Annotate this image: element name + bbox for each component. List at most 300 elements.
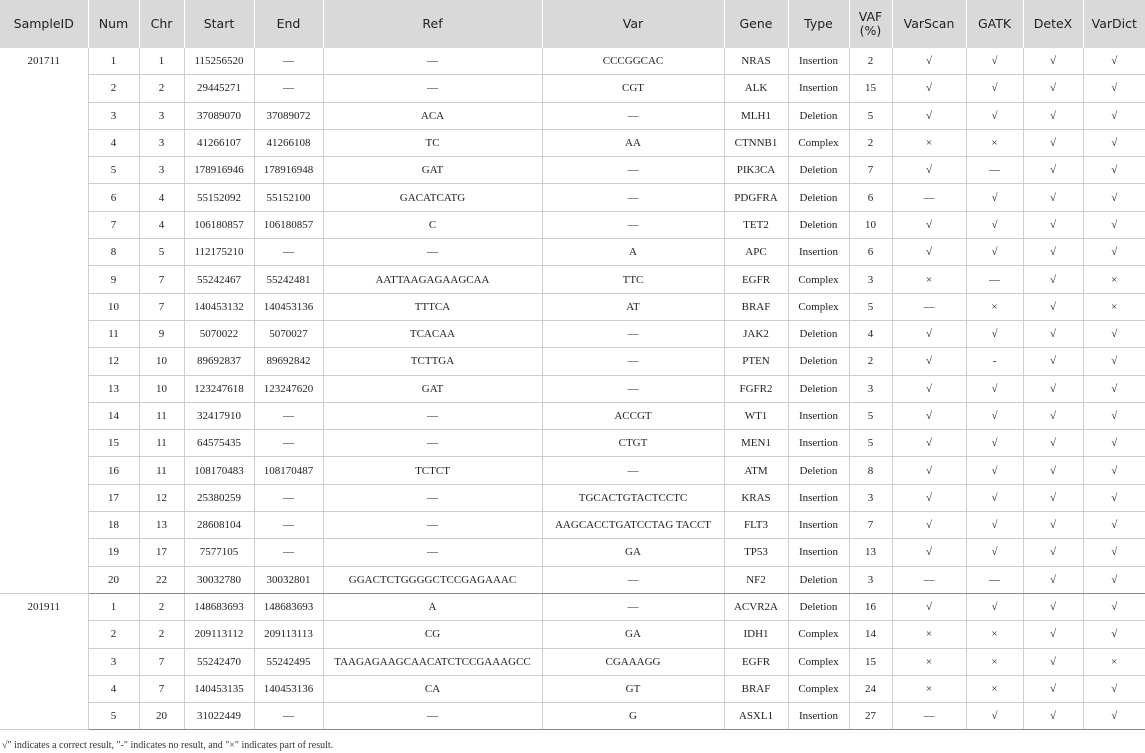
sample-id-cell: 201911: [0, 593, 88, 729]
num-cell: 1: [88, 48, 139, 75]
num-cell: 3: [88, 102, 139, 129]
num-cell: 5: [88, 157, 139, 184]
vaf-cell: 5: [849, 430, 892, 457]
gene-cell: TP53: [724, 539, 788, 566]
start-cell: 108170483: [184, 457, 254, 484]
table-row: [0, 211, 1145, 238]
type-cell: Deletion: [788, 157, 849, 184]
type-cell: Insertion: [788, 512, 849, 539]
gene-cell: MEN1: [724, 430, 788, 457]
gene-cell: ASXL1: [724, 703, 788, 730]
detex-cell: √: [1023, 239, 1083, 266]
varscan-cell: √: [892, 375, 966, 402]
varscan-cell: √: [892, 48, 966, 75]
vardict-cell: ×: [1083, 266, 1145, 293]
vardict-cell: √: [1083, 430, 1145, 457]
ref-cell: TAAGAGAAGCAACATCTCCGAAAGCC: [323, 648, 542, 675]
header-end: End: [254, 0, 323, 48]
table-row: [0, 239, 1145, 266]
vardict-cell: √: [1083, 184, 1145, 211]
var-cell: A: [542, 239, 724, 266]
chr-cell: 3: [139, 157, 184, 184]
var-cell: CGAAAGG: [542, 648, 724, 675]
num-cell: 1: [88, 593, 139, 620]
detex-cell: √: [1023, 703, 1083, 730]
ref-cell: CG: [323, 621, 542, 648]
gatk-cell: √: [966, 539, 1023, 566]
detex-cell: √: [1023, 566, 1083, 593]
start-cell: 41266107: [184, 129, 254, 156]
chr-cell: 2: [139, 621, 184, 648]
gatk-cell: √: [966, 102, 1023, 129]
start-cell: 89692837: [184, 348, 254, 375]
vaf-cell: 5: [849, 293, 892, 320]
gatk-cell: √: [966, 211, 1023, 238]
vaf-cell: 3: [849, 266, 892, 293]
detex-cell: √: [1023, 348, 1083, 375]
gatk-cell: √: [966, 703, 1023, 730]
type-cell: Insertion: [788, 703, 849, 730]
gatk-cell: ×: [966, 675, 1023, 702]
vaf-cell: 16: [849, 593, 892, 620]
var-cell: AAGCACCTGATCCTAG TACCT: [542, 512, 724, 539]
var-cell: TGCACTGTACTCCTC: [542, 484, 724, 511]
type-cell: Complex: [788, 266, 849, 293]
gatk-cell: √: [966, 75, 1023, 102]
num-cell: 16: [88, 457, 139, 484]
type-cell: Complex: [788, 675, 849, 702]
gatk-cell: √: [966, 484, 1023, 511]
start-cell: 209113112: [184, 621, 254, 648]
detex-cell: √: [1023, 75, 1083, 102]
gatk-cell: ×: [966, 129, 1023, 156]
chr-cell: 11: [139, 402, 184, 429]
detex-cell: √: [1023, 621, 1083, 648]
detex-cell: √: [1023, 457, 1083, 484]
num-cell: 11: [88, 320, 139, 347]
type-cell: Deletion: [788, 375, 849, 402]
header-chr: Chr: [139, 0, 184, 48]
vardict-cell: √: [1083, 484, 1145, 511]
varscan-cell: √: [892, 75, 966, 102]
end-cell: 140453136: [254, 293, 323, 320]
num-cell: 5: [88, 703, 139, 730]
type-cell: Complex: [788, 129, 849, 156]
detex-cell: √: [1023, 648, 1083, 675]
var-cell: —: [542, 211, 724, 238]
chr-cell: 4: [139, 211, 184, 238]
vaf-cell: 7: [849, 157, 892, 184]
start-cell: 178916946: [184, 157, 254, 184]
vardict-cell: √: [1083, 621, 1145, 648]
gatk-cell: √: [966, 457, 1023, 484]
table-row: [0, 320, 1145, 347]
sample-id-cell: 201711: [0, 48, 88, 593]
ref-cell: C: [323, 211, 542, 238]
end-cell: 55242481: [254, 266, 323, 293]
vardict-cell: √: [1083, 129, 1145, 156]
type-cell: Insertion: [788, 539, 849, 566]
vardict-cell: √: [1083, 703, 1145, 730]
ref-cell: GAT: [323, 375, 542, 402]
num-cell: 17: [88, 484, 139, 511]
detex-cell: √: [1023, 675, 1083, 702]
gene-cell: APC: [724, 239, 788, 266]
vaf-cell: 27: [849, 703, 892, 730]
varscan-cell: √: [892, 239, 966, 266]
varscan-cell: —: [892, 703, 966, 730]
var-cell: CGT: [542, 75, 724, 102]
vaf-cell: 4: [849, 320, 892, 347]
table-row: [0, 348, 1145, 375]
gatk-cell: ×: [966, 648, 1023, 675]
gene-cell: BRAF: [724, 293, 788, 320]
detex-cell: √: [1023, 320, 1083, 347]
var-cell: GA: [542, 539, 724, 566]
table-row: [0, 375, 1145, 402]
gatk-cell: ×: [966, 621, 1023, 648]
vaf-cell: 13: [849, 539, 892, 566]
detex-cell: √: [1023, 512, 1083, 539]
type-cell: Deletion: [788, 457, 849, 484]
header-sample-id: SampleID: [0, 0, 88, 48]
end-cell: —: [254, 48, 323, 75]
gene-cell: JAK2: [724, 320, 788, 347]
header-gatk: GATK: [966, 0, 1023, 48]
start-cell: 64575435: [184, 430, 254, 457]
chr-cell: 7: [139, 266, 184, 293]
gene-cell: PDGFRA: [724, 184, 788, 211]
ref-cell: TCTCT: [323, 457, 542, 484]
ref-cell: —: [323, 402, 542, 429]
end-cell: 140453136: [254, 675, 323, 702]
varscan-cell: √: [892, 402, 966, 429]
ref-cell: —: [323, 703, 542, 730]
gene-cell: ATM: [724, 457, 788, 484]
var-cell: TTC: [542, 266, 724, 293]
gene-cell: NF2: [724, 566, 788, 593]
start-cell: 30032780: [184, 566, 254, 593]
table-row: [0, 566, 1145, 593]
start-cell: 31022449: [184, 703, 254, 730]
table-row: [0, 129, 1145, 156]
gatk-cell: √: [966, 430, 1023, 457]
type-cell: Deletion: [788, 348, 849, 375]
table-row: [0, 539, 1145, 566]
num-cell: 10: [88, 293, 139, 320]
chr-cell: 10: [139, 375, 184, 402]
start-cell: 29445271: [184, 75, 254, 102]
end-cell: 89692842: [254, 348, 323, 375]
end-cell: —: [254, 402, 323, 429]
header-var: Var: [542, 0, 724, 48]
gene-cell: ACVR2A: [724, 593, 788, 620]
num-cell: 6: [88, 184, 139, 211]
ref-cell: —: [323, 484, 542, 511]
header-vaf: VAF (%): [849, 0, 892, 48]
table-row: [0, 157, 1145, 184]
end-cell: —: [254, 539, 323, 566]
vardict-cell: √: [1083, 375, 1145, 402]
gene-cell: CTNNB1: [724, 129, 788, 156]
ref-cell: A: [323, 593, 542, 620]
gene-cell: FLT3: [724, 512, 788, 539]
start-cell: 7577105: [184, 539, 254, 566]
start-cell: 32417910: [184, 402, 254, 429]
vardict-cell: √: [1083, 675, 1145, 702]
end-cell: 106180857: [254, 211, 323, 238]
var-cell: AA: [542, 129, 724, 156]
var-cell: —: [542, 184, 724, 211]
start-cell: 148683693: [184, 593, 254, 620]
type-cell: Complex: [788, 621, 849, 648]
var-cell: —: [542, 320, 724, 347]
var-cell: CCCGGCAC: [542, 48, 724, 75]
vaf-cell: 5: [849, 402, 892, 429]
vardict-cell: √: [1083, 457, 1145, 484]
vaf-cell: 15: [849, 75, 892, 102]
gene-cell: TET2: [724, 211, 788, 238]
varscan-cell: √: [892, 484, 966, 511]
vardict-cell: √: [1083, 402, 1145, 429]
table-row: [0, 512, 1145, 539]
varscan-cell: —: [892, 184, 966, 211]
type-cell: Deletion: [788, 320, 849, 347]
gene-cell: BRAF: [724, 675, 788, 702]
table-row: [0, 675, 1145, 702]
header-type: Type: [788, 0, 849, 48]
table-row: [0, 48, 1145, 75]
table-row: [0, 102, 1145, 129]
header-start: Start: [184, 0, 254, 48]
vaf-cell: 15: [849, 648, 892, 675]
gene-cell: IDH1: [724, 621, 788, 648]
vardict-cell: √: [1083, 75, 1145, 102]
header-ref: Ref: [323, 0, 542, 48]
type-cell: Deletion: [788, 593, 849, 620]
table-row: [0, 593, 1145, 620]
type-cell: Insertion: [788, 402, 849, 429]
chr-cell: 9: [139, 320, 184, 347]
table-row: [0, 484, 1145, 511]
ref-cell: —: [323, 48, 542, 75]
ref-cell: GACATCATG: [323, 184, 542, 211]
num-cell: 13: [88, 375, 139, 402]
gene-cell: PIK3CA: [724, 157, 788, 184]
gatk-cell: √: [966, 239, 1023, 266]
vaf-cell: 6: [849, 184, 892, 211]
var-cell: G: [542, 703, 724, 730]
ref-cell: —: [323, 239, 542, 266]
var-cell: —: [542, 457, 724, 484]
gatk-cell: √: [966, 375, 1023, 402]
type-cell: Insertion: [788, 430, 849, 457]
vaf-cell: 8: [849, 457, 892, 484]
start-cell: 5070022: [184, 320, 254, 347]
gene-cell: FGFR2: [724, 375, 788, 402]
varscan-cell: ×: [892, 648, 966, 675]
end-cell: —: [254, 703, 323, 730]
vardict-cell: √: [1083, 239, 1145, 266]
start-cell: 28608104: [184, 512, 254, 539]
end-cell: 123247620: [254, 375, 323, 402]
var-cell: GA: [542, 621, 724, 648]
detex-cell: √: [1023, 266, 1083, 293]
chr-cell: 3: [139, 102, 184, 129]
vaf-cell: 2: [849, 48, 892, 75]
table-body: [0, 48, 1145, 730]
type-cell: Insertion: [788, 75, 849, 102]
num-cell: 9: [88, 266, 139, 293]
vardict-cell: ×: [1083, 293, 1145, 320]
num-cell: 12: [88, 348, 139, 375]
ref-cell: GAT: [323, 157, 542, 184]
varscan-cell: —: [892, 293, 966, 320]
detex-cell: √: [1023, 129, 1083, 156]
table-row: [0, 703, 1145, 730]
end-cell: 30032801: [254, 566, 323, 593]
type-cell: Deletion: [788, 184, 849, 211]
varscan-cell: ×: [892, 621, 966, 648]
vaf-cell: 7: [849, 512, 892, 539]
type-cell: Insertion: [788, 239, 849, 266]
vaf-cell: 3: [849, 484, 892, 511]
end-cell: 5070027: [254, 320, 323, 347]
end-cell: 108170487: [254, 457, 323, 484]
table-row: [0, 621, 1145, 648]
chr-cell: 2: [139, 593, 184, 620]
ref-cell: CA: [323, 675, 542, 702]
end-cell: —: [254, 239, 323, 266]
end-cell: 55242495: [254, 648, 323, 675]
table-row: [0, 457, 1145, 484]
chr-cell: 12: [139, 484, 184, 511]
gene-cell: MLH1: [724, 102, 788, 129]
start-cell: 140453135: [184, 675, 254, 702]
vardict-cell: √: [1083, 566, 1145, 593]
header-vardict: VarDict: [1083, 0, 1145, 48]
ref-cell: TCTTGA: [323, 348, 542, 375]
detex-cell: √: [1023, 102, 1083, 129]
vaf-cell: 3: [849, 566, 892, 593]
num-cell: 15: [88, 430, 139, 457]
num-cell: 3: [88, 648, 139, 675]
vardict-cell: √: [1083, 211, 1145, 238]
header-detex: DeteX: [1023, 0, 1083, 48]
vaf-cell: 6: [849, 239, 892, 266]
num-cell: 20: [88, 566, 139, 593]
table-row: [0, 75, 1145, 102]
vardict-cell: √: [1083, 157, 1145, 184]
varscan-cell: ×: [892, 129, 966, 156]
varscan-cell: √: [892, 102, 966, 129]
detex-cell: √: [1023, 293, 1083, 320]
start-cell: 25380259: [184, 484, 254, 511]
num-cell: 2: [88, 621, 139, 648]
chr-cell: 7: [139, 675, 184, 702]
num-cell: 14: [88, 402, 139, 429]
start-cell: 123247618: [184, 375, 254, 402]
varscan-cell: √: [892, 539, 966, 566]
end-cell: 209113113: [254, 621, 323, 648]
chr-cell: 11: [139, 430, 184, 457]
ref-cell: —: [323, 75, 542, 102]
detex-cell: √: [1023, 402, 1083, 429]
vardict-cell: √: [1083, 102, 1145, 129]
vaf-cell: 24: [849, 675, 892, 702]
end-cell: —: [254, 75, 323, 102]
var-cell: CTGT: [542, 430, 724, 457]
chr-cell: 20: [139, 703, 184, 730]
chr-cell: 10: [139, 348, 184, 375]
num-cell: 8: [88, 239, 139, 266]
detex-cell: √: [1023, 157, 1083, 184]
gatk-cell: √: [966, 512, 1023, 539]
ref-cell: TTTCA: [323, 293, 542, 320]
detex-cell: √: [1023, 593, 1083, 620]
var-cell: —: [542, 375, 724, 402]
end-cell: 41266108: [254, 129, 323, 156]
detex-cell: √: [1023, 211, 1083, 238]
chr-cell: 5: [139, 239, 184, 266]
vardict-cell: √: [1083, 320, 1145, 347]
gatk-cell: —: [966, 266, 1023, 293]
start-cell: 55242470: [184, 648, 254, 675]
detex-cell: √: [1023, 484, 1083, 511]
varscan-cell: —: [892, 566, 966, 593]
detex-cell: √: [1023, 539, 1083, 566]
varscan-cell: √: [892, 512, 966, 539]
vardict-cell: ×: [1083, 648, 1145, 675]
detex-cell: √: [1023, 48, 1083, 75]
chr-cell: 11: [139, 457, 184, 484]
chr-cell: 2: [139, 75, 184, 102]
gatk-cell: ×: [966, 293, 1023, 320]
vardict-cell: √: [1083, 512, 1145, 539]
gatk-cell: —: [966, 157, 1023, 184]
varscan-cell: √: [892, 430, 966, 457]
vaf-cell: 10: [849, 211, 892, 238]
varscan-cell: √: [892, 320, 966, 347]
gatk-cell: —: [966, 566, 1023, 593]
chr-cell: 13: [139, 512, 184, 539]
start-cell: 55242467: [184, 266, 254, 293]
var-cell: —: [542, 157, 724, 184]
type-cell: Deletion: [788, 211, 849, 238]
table-row: [0, 293, 1145, 320]
type-cell: Complex: [788, 293, 849, 320]
var-cell: ACCGT: [542, 402, 724, 429]
vardict-cell: √: [1083, 48, 1145, 75]
table-row: [0, 266, 1145, 293]
type-cell: Insertion: [788, 484, 849, 511]
table-row: [0, 648, 1145, 675]
start-cell: 106180857: [184, 211, 254, 238]
type-cell: Deletion: [788, 102, 849, 129]
var-cell: —: [542, 566, 724, 593]
var-cell: —: [542, 593, 724, 620]
chr-cell: 7: [139, 293, 184, 320]
table-row: [0, 430, 1145, 457]
ref-cell: —: [323, 512, 542, 539]
chr-cell: 1: [139, 48, 184, 75]
ref-cell: —: [323, 539, 542, 566]
type-cell: Complex: [788, 648, 849, 675]
gatk-cell: √: [966, 184, 1023, 211]
type-cell: Insertion: [788, 48, 849, 75]
gene-cell: PTEN: [724, 348, 788, 375]
detex-cell: √: [1023, 184, 1083, 211]
